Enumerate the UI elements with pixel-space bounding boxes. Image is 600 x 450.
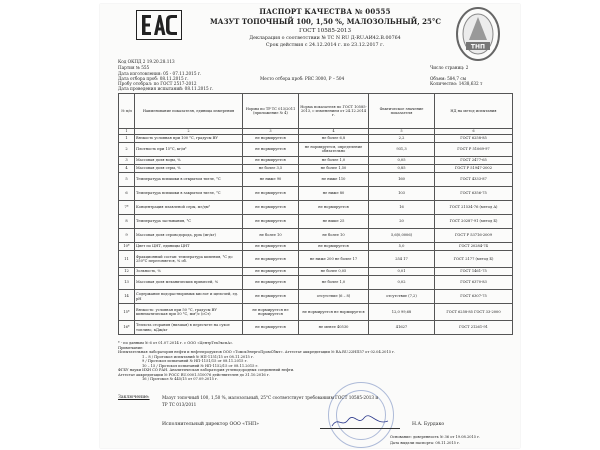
volume: Объем: 584,7 см: [430, 76, 467, 81]
sampled-by: Пробу отобрал: по ГОСТ 2517-2012: [118, 81, 197, 86]
authority-basis: Основание: доверенность № 36 от 19.08.2015 г.: [390, 435, 481, 439]
column-number: 1: [119, 129, 135, 135]
gost-norm: не более 10: [299, 228, 369, 242]
footnote: 10 – 15 / Протокол испытаний № НП-1152/15 от 08.11.2015 г.: [142, 364, 259, 368]
row-number: 2: [119, 142, 135, 156]
table-row: [119, 267, 513, 275]
gost-norm: не более 0,05: [299, 267, 369, 275]
page-count: Число страниц: 2: [430, 65, 469, 70]
parameter-name: Теплота сгорания (низшая) в пересчете на сухое топливо, кДж/кг: [135, 321, 243, 335]
actual-value: 931,3: [369, 142, 435, 156]
gost-norm: не нормируется не нормируется: [299, 304, 369, 321]
test-method: ГОСТ 2477-65: [435, 156, 513, 164]
tr-norm: не нормируется: [243, 156, 299, 164]
parameter-name: Зольность, %: [135, 267, 243, 275]
passport-title: ПАСПОРТ КАЧЕСТВА № 00555: [259, 7, 391, 16]
test-method: ГОСТ 6258-85 ГОСТ 33-2000: [435, 304, 513, 321]
row-number: 7*: [119, 200, 135, 214]
test-method: ГОСТ Р 51069-97: [435, 142, 513, 156]
parameter-name: Массовая доля механических примесей, %: [135, 276, 243, 290]
actual-value: 41627: [369, 321, 435, 335]
tr-norm: не нормируется: [243, 142, 299, 156]
test-method: ГОСТ 4333-87: [435, 172, 513, 186]
tr-norm: не нормируется: [243, 290, 299, 304]
row-number: 16*: [119, 321, 135, 335]
manufacture-date: Дата изготовления: 05 - 07.11.2015 г.: [118, 71, 202, 76]
table-row: [119, 242, 513, 250]
parameter-name: Температура застывания, °С: [135, 214, 243, 228]
column-number: 6: [435, 129, 513, 135]
parameter-name: Массовая доля сероводорода, ppm (мг/кг): [135, 228, 243, 242]
tr-norm: не нормируется: [243, 186, 299, 200]
tr-norm: не ниже 90: [243, 172, 299, 186]
actual-value: 160: [369, 172, 435, 186]
gost-norm: не менее 40530: [299, 321, 369, 335]
row-number: 11: [119, 250, 135, 267]
parameter-name: Содержание водорастворимых кислот и щелочей, ед. pH: [135, 290, 243, 304]
gost-norm: не более 1,0: [299, 276, 369, 290]
declaration: Декларация о соответствии № ТС N RU Д-RU.АИ42.В.00764: [249, 36, 401, 41]
column-number: 3: [243, 129, 299, 135]
table-row: [119, 186, 513, 200]
tr-norm: не нормируется: [243, 250, 299, 267]
actual-value: 0,85: [369, 164, 435, 172]
signatory-role: Исполнительный директор ООО «ТНП»: [162, 422, 259, 427]
tr-norm: не нормируется: [243, 134, 299, 142]
parameter-name: Массовая доля серы, %: [135, 164, 243, 172]
row-number: 12: [119, 267, 135, 275]
footnote: 1 – 8 / Протокол испытаний № НП-1151/15 от 08.11.2015 г.: [142, 355, 254, 359]
parameter-name: Концентрация плавленой серы, мг/дм³: [135, 200, 243, 214]
row-number: 5: [119, 172, 135, 186]
validity-period: Срок действия с 24.12.2014 г. по 23.12.2017 г.: [265, 43, 385, 48]
test-method: ГОСТ 2177 (метод Б): [435, 250, 513, 267]
actual-value: 20: [369, 214, 435, 228]
table-row: [119, 321, 513, 335]
row-number: 14: [119, 290, 135, 304]
footnote: Примечание:: [118, 346, 144, 350]
tr-norm: не нормируется: [243, 321, 299, 335]
gost-norm: отсутствие (6 – 8): [299, 290, 369, 304]
gost-norm: не выше 25: [299, 214, 369, 228]
row-number: 8: [119, 214, 135, 228]
okpd-code: Код ОКПД 2 19.20.28.113: [118, 59, 175, 64]
gost-norm: не более 1,50: [299, 164, 369, 172]
column-number: 4: [299, 129, 369, 135]
row-number: 4: [119, 164, 135, 172]
row-number: 1: [119, 134, 135, 142]
actual-value: 16: [369, 200, 435, 214]
gost-norm: не ниже 110: [299, 172, 369, 186]
conclusion-text: Мазут топочный 100, 1,50 %, малозольный, 25°С соответствует требованиям ГОСТ 10585-2013 и: [162, 395, 379, 400]
test-method: ГОСТ Р 53716-2009: [435, 228, 513, 242]
row-number: 3: [119, 156, 135, 164]
gost-norm: не ниже 200 не более 17: [299, 250, 369, 267]
row-number: 9: [119, 228, 135, 242]
row-number: 10*: [119, 242, 135, 250]
footnote: 16 / Протокол № 445/15 от 07.09.2015 г.: [142, 377, 219, 381]
table-row: [119, 250, 513, 267]
column-header: Фактическое значение показателя: [369, 94, 435, 129]
row-number: 13: [119, 276, 135, 290]
actual-value: отсутствие (7,2): [369, 290, 435, 304]
parameter-name: Массовая доля воды, %: [135, 156, 243, 164]
conclusion-text-2: ТР ТС 013/2011: [162, 402, 197, 407]
table-row: [119, 214, 513, 228]
row-number: 15*: [119, 304, 135, 321]
table-row: [119, 304, 513, 321]
table-header-row: [119, 94, 513, 129]
eac-logo-icon: [136, 10, 182, 40]
footnote: * - по данным № 6 от 01.07.2014 г. с ООО «ЦентрТехЭкспА».: [118, 341, 234, 345]
actual-value: 103: [369, 186, 435, 200]
test-method: ГОСТ 20284-74: [435, 242, 513, 250]
gost-norm: не более 6,8: [299, 134, 369, 142]
actual-value: 5,0: [369, 242, 435, 250]
actual-value: 12,0 99,68: [369, 304, 435, 321]
gost-norm: не нормируется, определение обязательно: [299, 142, 369, 156]
parameter-name: Вязкость условная при 100 °С, градусы ВУ: [135, 134, 243, 142]
sample-date: Дата отбора проб: 08.11.2015 г.: [118, 76, 189, 81]
column-number: 2: [135, 129, 243, 135]
parameter-name: Плотность при 15°С, кг/м³: [135, 142, 243, 156]
test-method: ГОСТ 6356-75: [435, 186, 513, 200]
column-header: Норма показателя по ГОСТ 10585-2013, с изменением от 24.12.2014 г.: [299, 94, 369, 129]
gost-norm: не нормируется: [299, 242, 369, 250]
tnp-logo-icon: [452, 6, 504, 62]
standard-name: ГОСТ 10585-2013: [299, 28, 351, 34]
table-row: [119, 142, 513, 156]
actual-value: 0,01: [369, 267, 435, 275]
column-header: № п/п: [119, 94, 135, 129]
svg-text:ТНП: ТНП: [470, 43, 486, 51]
column-header: Наименование показателя, единица измерения: [135, 94, 243, 129]
parameter-name: Вязкость: условная при 50 °С, градусы ВУ кинематическая при 50 °С, мм²/с (сСт): [135, 304, 243, 321]
table-row: [119, 164, 513, 172]
actual-value: 5,6(0,0006): [369, 228, 435, 242]
results-table: [118, 93, 513, 335]
tr-norm: не нормируется: [243, 200, 299, 214]
tr-norm: не более 3,5: [243, 164, 299, 172]
gost-norm: не ниже 80: [299, 186, 369, 200]
tr-norm: не нормируется: [243, 214, 299, 228]
test-method: ГОСТ 6258-85: [435, 134, 513, 142]
parameter-name: Цвет по ЦНТ, единицы ЦНТ: [135, 242, 243, 250]
column-header: НД на метод испытания: [435, 94, 513, 129]
table-row: [119, 156, 513, 164]
footnote: ФГБУ науки ИХН СО РАН. Аналитическая лаборатория углеводородных соединений нефти.: [118, 368, 295, 372]
test-method: ГОСТ 20287-91 (метод Б): [435, 214, 513, 228]
lot-number: Партия № 555: [118, 65, 150, 70]
tr-norm: не нормируется: [243, 267, 299, 275]
test-method: ГОСТ 21534-76 (метод А): [435, 200, 513, 214]
table-row: [119, 134, 513, 142]
footnote: Испытательная лаборатория нефти и нефтепродуктов ООО «ТомскЭнергоПромСбыт». Аттестат аккредитации № RA.RU.22НП57 от 02.04.2015 г.: [118, 350, 396, 354]
footnote: Аттестат аккредитации № РОСС RU.0001.510076 действителен до 31.10.2016 г.: [118, 373, 270, 377]
quality-passport-page: [100, 4, 520, 448]
parameter-name: Температура вспышки в закрытом тигле, °С: [135, 186, 243, 200]
test-method: ГОСТ 21261-91: [435, 321, 513, 335]
actual-value: 254 17: [369, 250, 435, 267]
table-row: [119, 172, 513, 186]
signatory-name: Н.А. Бурдако: [412, 422, 445, 427]
row-number: 6: [119, 186, 135, 200]
actual-value: 0,05: [369, 156, 435, 164]
test-method: ГОСТ 6370-83: [435, 276, 513, 290]
gost-norm: не более 1,0: [299, 156, 369, 164]
parameter-name: Фракционный состав: температура кипения, °С до 250°С перегоняется, % об.: [135, 250, 243, 267]
analysis-date: Дата проведения испытаний: 08.11.2015 г.: [118, 86, 214, 91]
test-method: ГОСТ Р 51947-2002: [435, 164, 513, 172]
tr-norm: не нормируется не нормируется: [243, 304, 299, 321]
footnote: 9 / Протокол испытаний № НП-1151/15 от 08.11.2015 г.: [142, 359, 248, 363]
gost-norm: не нормируется: [299, 200, 369, 214]
product-name: МАЗУТ ТОПОЧНЫЙ 100, 1,50 %, МАЛОЗОЛЬНЫЙ, 25°С: [210, 17, 441, 26]
table-row: [119, 228, 513, 242]
actual-value: 0,02: [369, 276, 435, 290]
table-row: [119, 290, 513, 304]
actual-value: 2,2: [369, 134, 435, 142]
tr-norm: не нормируется: [243, 242, 299, 250]
issue-date: Дата выдачи паспорта: 08.11.2015 г.: [390, 441, 461, 445]
table-row: [119, 276, 513, 290]
handwritten-signature-icon: [330, 414, 390, 430]
column-number: 5: [369, 129, 435, 135]
column-header: Нормы по ТР ТС 013/2011 (приложение № 4): [243, 94, 299, 129]
table-row: [119, 200, 513, 214]
sample-place: Место отбора проб: РВС 3000, Р – 504: [260, 76, 345, 81]
conclusion-label: Заключение:: [118, 395, 150, 400]
quantity: Количество: 1438,632 т: [430, 81, 483, 86]
tr-norm: не более 10: [243, 228, 299, 242]
test-method: ГОСТ 6307-75: [435, 290, 513, 304]
parameter-name: Температура вспышки в открытом тигле, °С: [135, 172, 243, 186]
tr-norm: не нормируется: [243, 276, 299, 290]
test-method: ГОСТ 1461-75: [435, 267, 513, 275]
